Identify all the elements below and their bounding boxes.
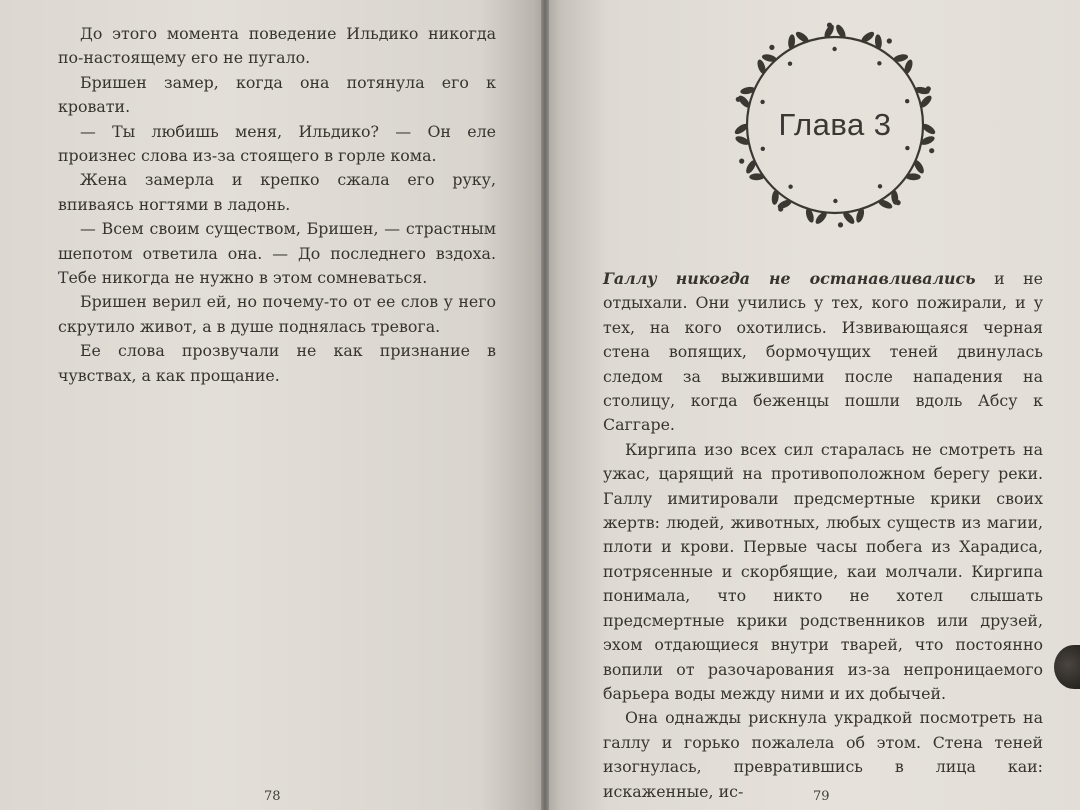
page-number-right: 79: [813, 789, 830, 804]
reader-thumb: [1054, 645, 1080, 689]
paragraph: Бришен верил ей, но почему-то от ее слов у него скрутило живот, а в душе поднялась тревога.: [58, 292, 496, 336]
chapter-title: Глава 3: [778, 107, 892, 142]
right-page: [545, 0, 1080, 810]
book-gutter: [541, 0, 549, 810]
right-page-text: [603, 267, 1043, 804]
chapter-header: [725, 15, 945, 235]
paragraph: До этого момента поведение Ильдико никогда по-настоящему его не пугало.: [58, 24, 496, 68]
paragraph-rest: и не отдыхали. Они учились у тех, кого пожирали, и у тех, на кого охотились. Извивающаяся черная стена вопящих, бормочущих теней двинулась следом за выжившими после нападения на столицу, когда беженцы пошли вдоль Абсу к Саггаре.: [603, 269, 1043, 435]
paragraph-lead: Галлу никогда не останавливались: [603, 269, 976, 288]
paragraph: Киргипа изо всех сил старалась не смотреть на ужас, царящий на противоположном берегу реки. Галлу имитировали предсмертные крики своих жертв: людей, животных, любых существ из магии, плоти и крови. Первые часы побега из Харадиса, потрясенные и скорбящие, каи молчали. Киргипа понимала, что никто не хотел слышать предсмертные крики родственников или друзей, эхом отдающиеся внутри тварей, что постоянно вопили от разочарования из-за непроницаемого барьера воды между ними и их добычей.: [603, 439, 1043, 703]
paragraph: — Всем своим существом, Бришен, — страстным шепотом ответила она. — До последнего вздоха. Тебе никогда не нужно в этом сомневаться.: [58, 219, 496, 288]
paragraph: Ее слова прозвучали не как признание в чувствах, а как прощание.: [58, 341, 496, 385]
page-number-left: 78: [264, 789, 281, 804]
left-page-text: [58, 22, 496, 388]
paragraph: — Ты любишь меня, Ильдико? — Он еле произнес слова из-за стоящего в горле кома.: [58, 121, 496, 166]
paragraph: Она однажды рискнула украдкой посмотреть на галлу и горько пожалела об этом. Стена теней изогнулась, превратившись в лица каи: искаженные, ис-: [603, 708, 1043, 801]
paragraph: Жена замерла и крепко сжала его руку, впиваясь ногтями в ладонь.: [58, 170, 496, 214]
paragraph-opening: [603, 267, 1043, 438]
paragraph: Бришен замер, когда она потянула его к кровати.: [58, 72, 496, 117]
